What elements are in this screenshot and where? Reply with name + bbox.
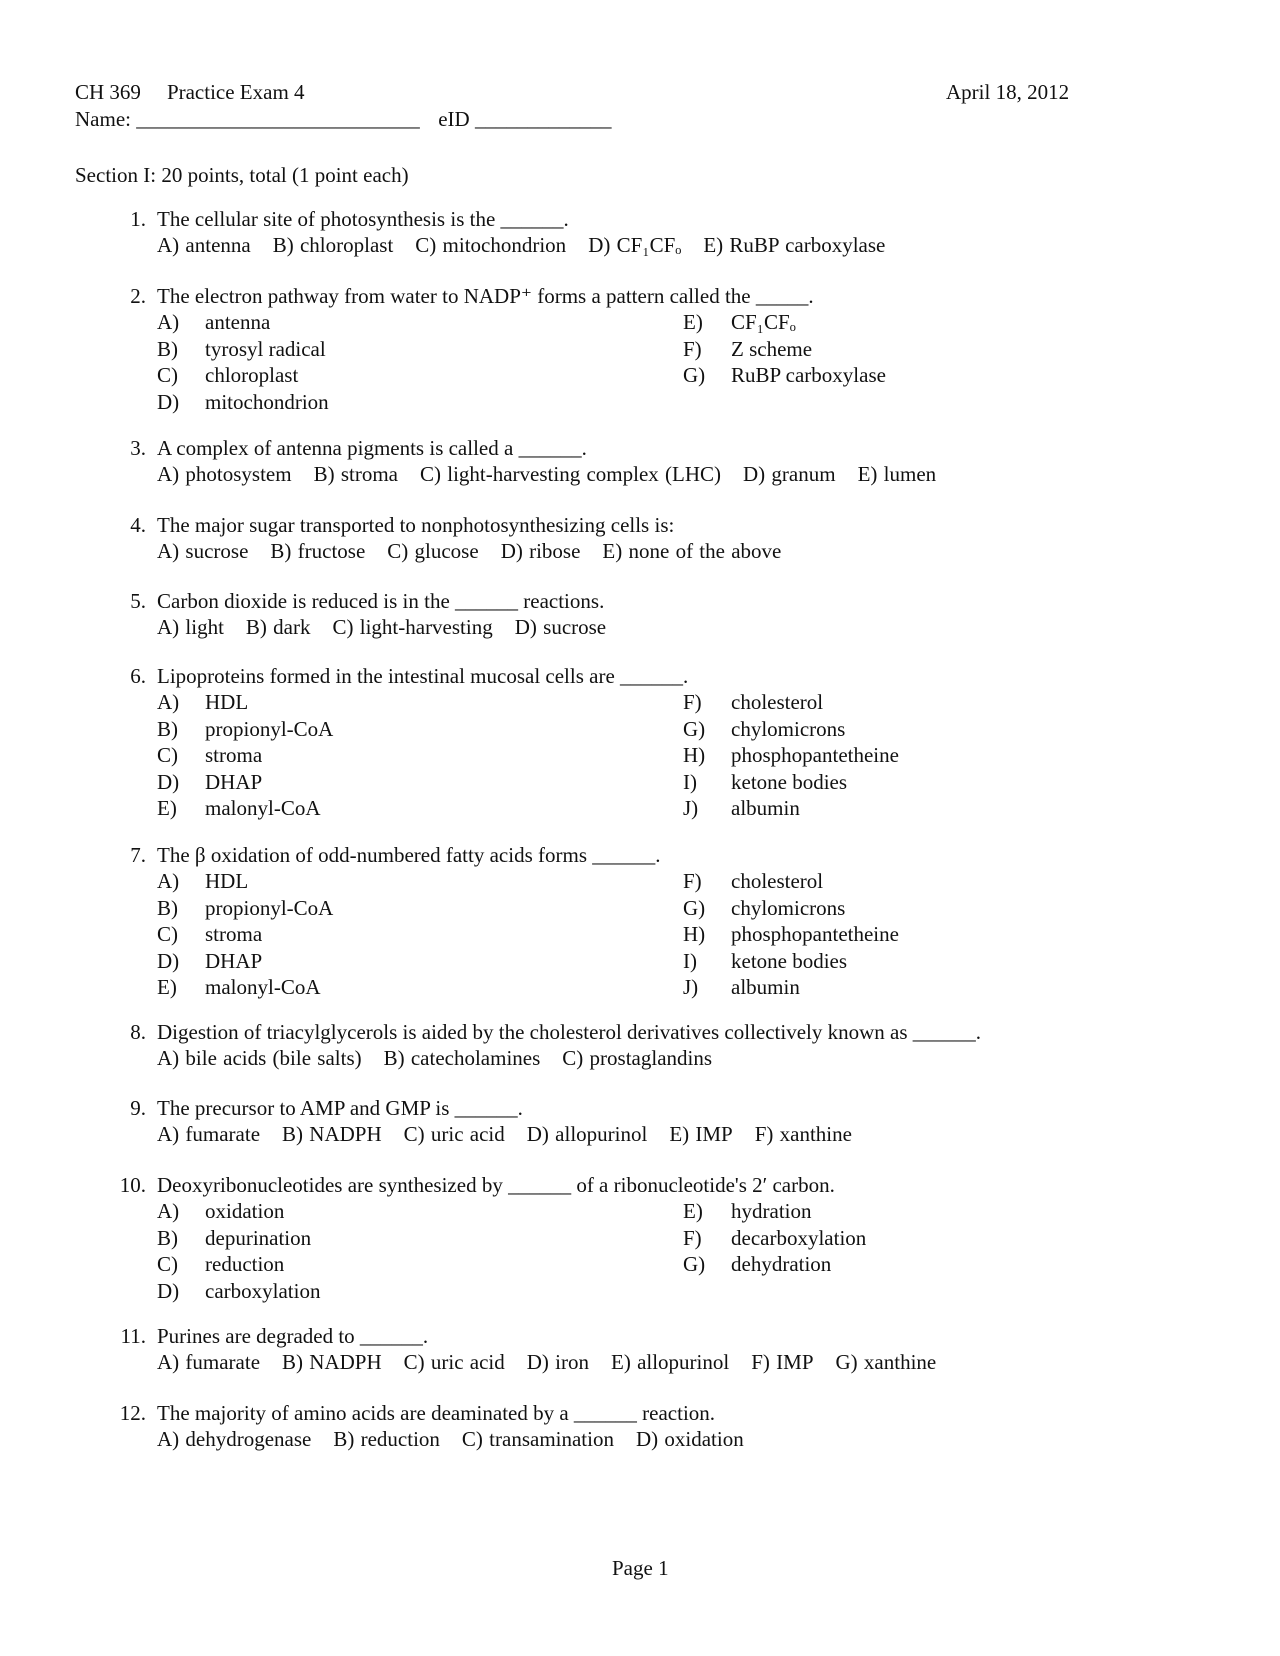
answer-option[interactable]: F) IMP (751, 1350, 814, 1374)
option-text: hydration (731, 1199, 812, 1223)
answer-option[interactable] (157, 716, 333, 743)
option-text: CF₁CFₒ (731, 310, 796, 334)
answer-option[interactable]: A) photosystem (157, 462, 292, 486)
answer-options (157, 1426, 744, 1452)
option-letter: B) (157, 895, 178, 920)
option-text: albumin (731, 796, 800, 820)
answer-options (157, 1349, 936, 1375)
answer-option[interactable]: A) fumarate (157, 1122, 261, 1146)
section-title: Section I: 20 points, total (1 point each) (75, 163, 409, 187)
option-letter: F) (683, 869, 702, 893)
option-text: tyrosyl radical (205, 336, 326, 361)
answer-option[interactable]: C) light-harvesting complex (LHC) (419, 462, 722, 486)
answer-option[interactable] (683, 921, 899, 948)
option-letter: H) (683, 922, 706, 946)
option-text: stroma (205, 922, 263, 946)
exam-title: Practice Exam 4 (166, 80, 305, 104)
option-text: albumin (731, 975, 800, 999)
option-letter: G) (683, 895, 706, 920)
option-letter: B) (157, 336, 178, 361)
answer-option[interactable]: C) mitochondrion (415, 233, 567, 257)
option-text: HDL (205, 869, 249, 893)
page-number: Page 1 (612, 1556, 669, 1580)
option-letter: A) (157, 690, 180, 714)
answer-option[interactable]: E) lumen (857, 462, 937, 486)
answer-option[interactable]: D) iron (526, 1350, 589, 1374)
answer-option[interactable] (683, 362, 886, 389)
answer-option[interactable] (683, 795, 800, 822)
answer-option[interactable] (157, 1225, 311, 1252)
option-letter: D) (157, 1278, 180, 1303)
option-letter: E) (683, 1199, 703, 1223)
question-stem: Purines are degraded to ______. (157, 1324, 429, 1348)
option-text: phosphopantetheine (731, 743, 899, 767)
answer-options (157, 1121, 852, 1147)
option-text: oxidation (205, 1199, 285, 1223)
option-text: depurination (205, 1225, 312, 1250)
answer-option[interactable]: B) chloroplast (272, 233, 394, 257)
question-stem: The β oxidation of odd-numbered fatty acids forms ______. (157, 843, 661, 867)
answer-option[interactable]: E) allopurinol (611, 1350, 730, 1374)
answer-option[interactable]: B) NADPH (282, 1122, 382, 1146)
answer-option[interactable] (683, 974, 800, 1001)
answer-option[interactable]: A) light (157, 615, 224, 639)
answer-option[interactable]: A) fumarate (157, 1350, 261, 1374)
answer-options (157, 1045, 712, 1071)
option-text: propionyl-CoA (205, 895, 334, 920)
answer-option[interactable] (157, 795, 321, 822)
answer-option[interactable] (683, 1198, 811, 1225)
option-letter: C) (157, 922, 178, 946)
option-letter: C) (157, 1252, 178, 1276)
answer-option[interactable] (683, 336, 812, 363)
option-text: phosphopantetheine (731, 922, 899, 946)
question-stem: Deoxyribonucleotides are synthesized by ______ of a ribonucleotide's 2′ carbon. (157, 1173, 835, 1197)
answer-option[interactable] (683, 1225, 866, 1252)
answer-options (157, 614, 606, 640)
answer-option[interactable]: D) CF₁CFₒ (588, 233, 682, 257)
answer-option[interactable] (683, 716, 845, 743)
option-text: cholesterol (731, 869, 824, 893)
answer-option[interactable] (157, 974, 321, 1001)
answer-options (157, 461, 936, 487)
answer-option[interactable] (157, 1198, 284, 1225)
question-stem: The precursor to AMP and GMP is ______. (157, 1096, 523, 1120)
option-text: reduction (205, 1252, 285, 1276)
question-number: 3. (130, 436, 146, 460)
answer-option[interactable] (683, 948, 847, 975)
answer-option[interactable]: C) glucose (387, 539, 479, 563)
answer-option[interactable]: C) uric acid (403, 1350, 505, 1374)
answer-option[interactable]: B) dark (245, 615, 311, 639)
option-letter: G) (683, 1252, 706, 1276)
answer-option[interactable] (157, 309, 270, 336)
answer-option[interactable]: A) sucrose (157, 539, 249, 563)
answer-option[interactable] (157, 769, 262, 796)
question-number: 12. (119, 1401, 146, 1425)
answer-option[interactable]: D) ribose (500, 539, 581, 563)
answer-option[interactable] (157, 1278, 320, 1305)
option-text: ketone bodies (731, 948, 848, 973)
answer-option[interactable] (157, 1251, 284, 1278)
option-letter: D) (157, 948, 180, 973)
answer-option[interactable] (157, 742, 262, 769)
eid-field[interactable]: eID _____________ (438, 107, 612, 131)
answer-options (157, 538, 781, 564)
answer-options (157, 232, 885, 258)
option-text: propionyl-CoA (205, 716, 334, 741)
answer-option[interactable]: G) xanthine (835, 1350, 937, 1374)
answer-option[interactable]: F) xanthine (754, 1122, 852, 1146)
question-stem: Digestion of triacylglycerols is aided by the cholesterol derivatives collectively known as ______. (157, 1020, 982, 1044)
option-text: ketone bodies (731, 769, 848, 794)
option-text: carboxylation (205, 1278, 321, 1303)
answer-option[interactable]: E) IMP (669, 1122, 733, 1146)
option-text: malonyl-CoA (205, 796, 321, 820)
option-letter: I) (683, 948, 697, 973)
answer-option[interactable]: A) dehydrogenase (157, 1427, 312, 1451)
header-course-line (75, 79, 305, 105)
option-text: dehydration (731, 1252, 832, 1276)
question-number: 9. (130, 1096, 146, 1120)
question-number: 10. (119, 1173, 146, 1197)
answer-option[interactable]: B) fructose (270, 539, 366, 563)
answer-option[interactable] (157, 868, 248, 895)
answer-option[interactable] (683, 895, 845, 922)
question-stem: The majority of amino acids are deaminated by a ______ reaction. (157, 1401, 716, 1425)
question-stem: The major sugar transported to nonphotosynthesizing cells is: (157, 513, 675, 537)
answer-option[interactable]: C) uric acid (403, 1122, 505, 1146)
answer-option[interactable] (157, 362, 298, 389)
option-text: DHAP (205, 769, 263, 794)
answer-option[interactable]: E) RuBP carboxylase (703, 233, 886, 257)
option-letter: F) (683, 336, 702, 361)
option-text: DHAP (205, 948, 263, 973)
option-letter: I) (683, 769, 697, 794)
answer-option[interactable]: A) bile acids (bile salts) (157, 1046, 362, 1070)
option-text: cholesterol (731, 690, 824, 714)
answer-option[interactable]: B) stroma (313, 462, 398, 486)
question-number: 6. (130, 664, 146, 688)
option-letter: J) (683, 796, 699, 820)
option-letter: D) (157, 769, 180, 794)
question-stem: The cellular site of photosynthesis is the ______. (157, 207, 569, 231)
option-text: antenna (205, 310, 271, 334)
answer-option[interactable] (157, 689, 248, 716)
option-text: RuBP carboxylase (731, 363, 886, 387)
option-letter: A) (157, 869, 180, 893)
option-text: Z scheme (731, 336, 813, 361)
answer-option[interactable] (157, 336, 326, 363)
question-stem: Carbon dioxide is reduced is in the ______ reactions. (157, 589, 605, 613)
answer-option[interactable]: E) none of the above (602, 539, 782, 563)
option-letter: A) (157, 310, 180, 334)
option-text: decarboxylation (731, 1225, 867, 1250)
answer-option[interactable]: C) light-harvesting (332, 615, 493, 639)
question-number: 11. (120, 1324, 146, 1348)
answer-option[interactable]: D) oxidation (635, 1427, 744, 1451)
option-text: HDL (205, 690, 249, 714)
option-letter: G) (683, 363, 706, 387)
answer-option[interactable] (683, 769, 847, 796)
answer-option[interactable] (683, 742, 899, 769)
option-letter: D) (157, 389, 180, 414)
option-text: chylomicrons (731, 895, 846, 920)
option-text: stroma (205, 743, 263, 767)
answer-option[interactable] (683, 1251, 831, 1278)
option-letter: B) (157, 716, 178, 741)
course-code: CH 369 (75, 80, 141, 104)
question-number: 5. (130, 589, 146, 613)
question-number: 7. (130, 843, 146, 867)
option-letter: E) (157, 796, 177, 820)
option-letter: C) (157, 363, 178, 387)
answer-option[interactable]: C) transamination (461, 1427, 614, 1451)
question-number: 4. (130, 513, 146, 537)
answer-option[interactable] (683, 309, 796, 336)
question-number: 8. (130, 1020, 146, 1044)
question-number: 2. (130, 284, 146, 308)
option-letter: G) (683, 716, 706, 741)
answer-option[interactable] (157, 895, 333, 922)
header-name-line (75, 106, 611, 132)
answer-option[interactable] (683, 868, 823, 895)
answer-option[interactable] (157, 921, 262, 948)
name-field[interactable]: Name: ___________________________ (75, 107, 420, 131)
answer-option[interactable]: B) NADPH (282, 1350, 382, 1374)
answer-option[interactable]: B) catecholamines (383, 1046, 541, 1070)
question-stem: The electron pathway from water to NADP⁺ forms a pattern called the _____. (157, 284, 814, 308)
answer-option[interactable] (683, 689, 823, 716)
answer-option[interactable]: D) sucrose (514, 615, 607, 639)
option-text: chloroplast (205, 363, 299, 387)
option-letter: F) (683, 690, 702, 714)
option-letter: F) (683, 1225, 702, 1250)
option-text: chylomicrons (731, 716, 846, 741)
option-letter: C) (157, 743, 178, 767)
answer-option[interactable]: C) prostaglandins (562, 1046, 713, 1070)
question-stem: A complex of antenna pigments is called a ______. (157, 436, 587, 460)
answer-option[interactable]: D) granum (743, 462, 836, 486)
exam-date: April 18, 2012 (946, 80, 1070, 104)
option-letter: E) (157, 975, 177, 999)
answer-option[interactable]: B) reduction (333, 1427, 440, 1451)
question-stem: Lipoproteins formed in the intestinal mucosal cells are ______. (157, 664, 689, 688)
option-text: malonyl-CoA (205, 975, 321, 999)
answer-option[interactable] (157, 389, 329, 416)
option-letter: H) (683, 743, 706, 767)
answer-option[interactable]: A) antenna (157, 233, 251, 257)
option-letter: E) (683, 310, 703, 334)
option-letter: A) (157, 1199, 180, 1223)
question-number: 1. (130, 207, 146, 231)
answer-option[interactable] (157, 948, 262, 975)
option-letter: B) (157, 1225, 178, 1250)
option-text: mitochondrion (205, 389, 329, 414)
option-letter: J) (683, 975, 699, 999)
answer-option[interactable]: D) allopurinol (526, 1122, 648, 1146)
